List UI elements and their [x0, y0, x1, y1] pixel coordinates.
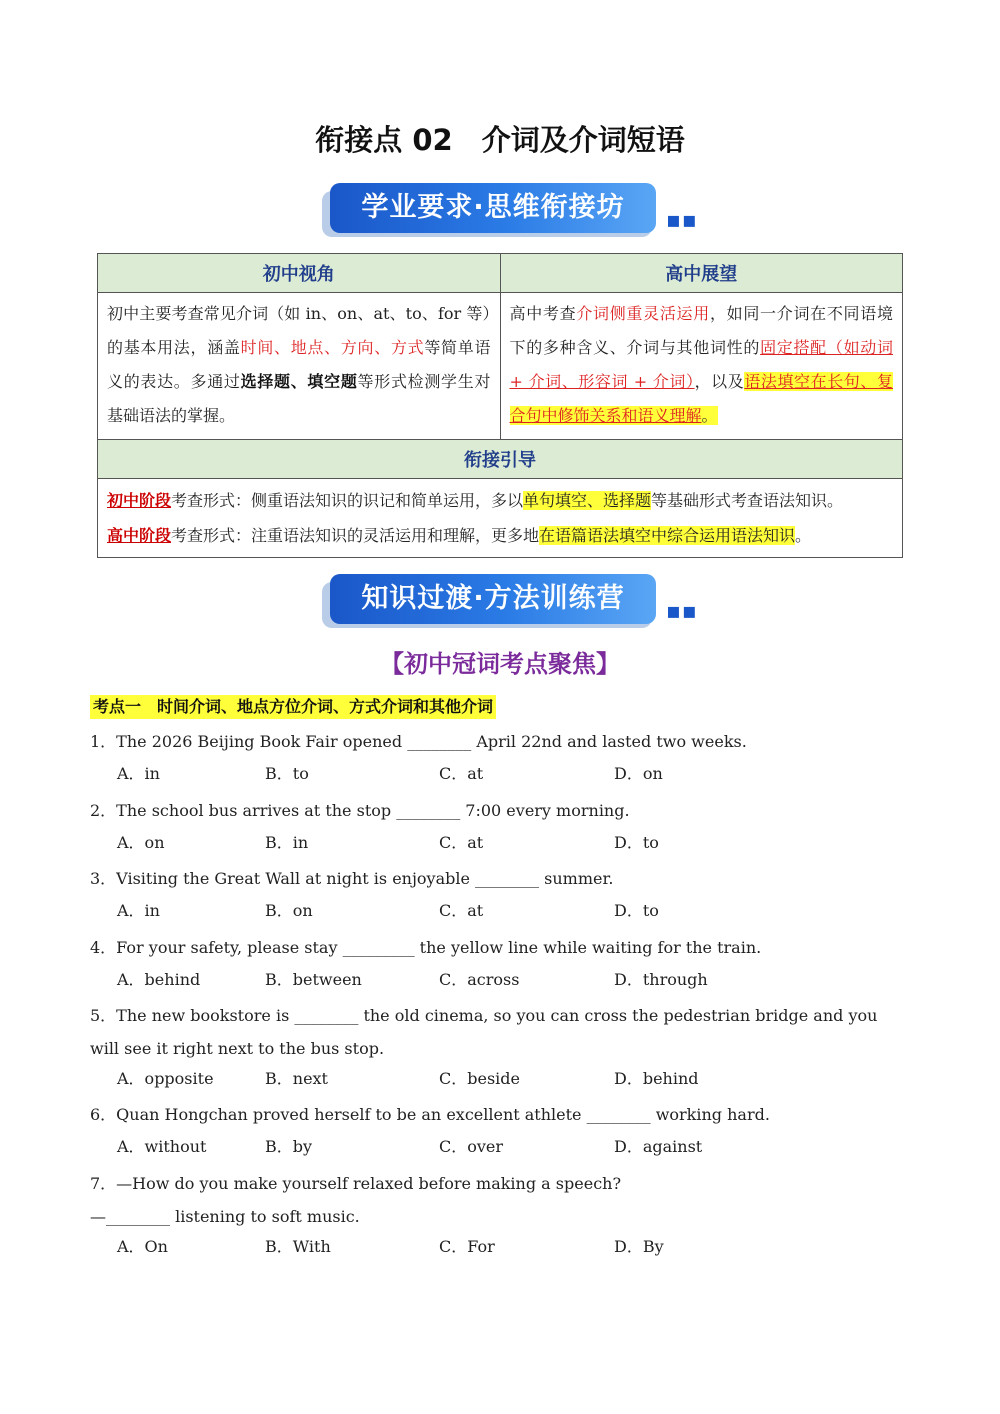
- question-1: 1．The 2026 Beijing Book Fair opened ________ April 22nd and lasted two weeks.: [90, 732, 747, 751]
- banner-dots: ▪▪: [666, 599, 698, 624]
- senior-outlook-cell: 高中考查介词侧重灵活运用，如同一介词在不同语境下的多种含义、介词与其他词性的固定搭配（如动词 + 介词、形容词 + 介词），以及语法填空在长句、复合句中修饰关系和语义理解。: [500, 293, 903, 440]
- banner-label: 知识过渡·方法训练营: [330, 574, 656, 624]
- option-d: D．behind: [614, 1069, 699, 1088]
- question-3: 3．Visiting the Great Wall at night is enjoyable ________ summer.: [90, 869, 614, 888]
- junior-perspective-cell: 初中主要考查常见介词（如 in、on、at、to、for 等）的基本用法，涵盖时间、地点、方向、方式等简单语义的表达。多通过选择题、填空题等形式检测学生对基础语法的掌握。: [98, 293, 501, 440]
- guide-senior: 高中阶段考查形式：注重语法知识的灵活运用和理解，更多地在语篇语法填空中综合运用语法知识。: [107, 526, 812, 545]
- section-banner-requirements: [330, 183, 698, 237]
- question-4: 4．For your safety, please stay _________ the yellow line while waiting for the train.: [90, 938, 762, 957]
- option-d: D．to: [614, 901, 659, 920]
- options-3: [117, 898, 897, 928]
- option-c: C．over: [439, 1137, 504, 1156]
- guide-cell: [98, 479, 903, 558]
- option-a: A．behind: [117, 970, 201, 989]
- option-c: C．For: [439, 1237, 495, 1256]
- options-6: [117, 1134, 897, 1164]
- col-header-senior: 高中展望: [500, 254, 903, 293]
- option-d: D．By: [614, 1237, 664, 1256]
- col-header-junior: 初中视角: [98, 254, 501, 293]
- question-7: 7．—How do you make yourself relaxed before making a speech?: [90, 1174, 622, 1193]
- option-a: A．opposite: [117, 1069, 214, 1088]
- option-a: A．in: [117, 764, 160, 783]
- options-4: [117, 967, 897, 997]
- guide-junior: 初中阶段考查形式：侧重语法知识的识记和简单运用，多以单句填空、选择题等基础形式考查语法知识。: [107, 491, 844, 510]
- guide-header: 衔接引导: [98, 440, 903, 479]
- option-a: A．in: [117, 901, 160, 920]
- key-point-heading: 考点一 时间介词、地点方位介词、方式介词和其他介词: [90, 695, 496, 719]
- option-d: D．on: [614, 764, 663, 783]
- option-a: A．without: [117, 1137, 207, 1156]
- option-b: B．on: [265, 901, 313, 920]
- options-1: [117, 761, 897, 791]
- section-banner-methods: [330, 574, 698, 628]
- options-7: [117, 1234, 897, 1264]
- option-b: B．next: [265, 1069, 328, 1088]
- options-2: [117, 830, 897, 860]
- option-b: B．to: [265, 764, 309, 783]
- options-5: [117, 1066, 897, 1096]
- option-c: C．at: [439, 833, 484, 852]
- requirements-table: [97, 253, 903, 558]
- question-7-answer-line: —________ listening to soft music.: [90, 1207, 360, 1226]
- question-6: 6．Quan Hongchan proved herself to be an excellent athlete ________ working hard.: [90, 1105, 770, 1124]
- option-a: A．On: [117, 1237, 168, 1256]
- option-c: C．across: [439, 970, 520, 989]
- option-b: B．between: [265, 970, 362, 989]
- option-c: C．at: [439, 764, 484, 783]
- banner-dots: ▪▪: [666, 208, 698, 233]
- option-d: D．to: [614, 833, 659, 852]
- option-d: D．against: [614, 1137, 703, 1156]
- option-c: C．at: [439, 901, 484, 920]
- page-title: 衔接点 02 介词及介词短语: [315, 123, 685, 157]
- option-b: B．in: [265, 833, 309, 852]
- option-b: B．With: [265, 1237, 331, 1256]
- question-2: 2．The school bus arrives at the stop ________ 7:00 every morning.: [90, 801, 630, 820]
- option-d: D．through: [614, 970, 708, 989]
- option-c: C．beside: [439, 1069, 520, 1088]
- question-5: 5．The new bookstore is ________ the old cinema, so you can cross the pedestrian bridge and you will see it right next to the bus stop.: [90, 1006, 878, 1058]
- option-a: A．on: [117, 833, 165, 852]
- option-b: B．by: [265, 1137, 313, 1156]
- banner-label: 学业要求·思维衔接坊: [330, 183, 656, 233]
- section-subtitle: 【初中冠词考点聚焦】: [380, 650, 620, 678]
